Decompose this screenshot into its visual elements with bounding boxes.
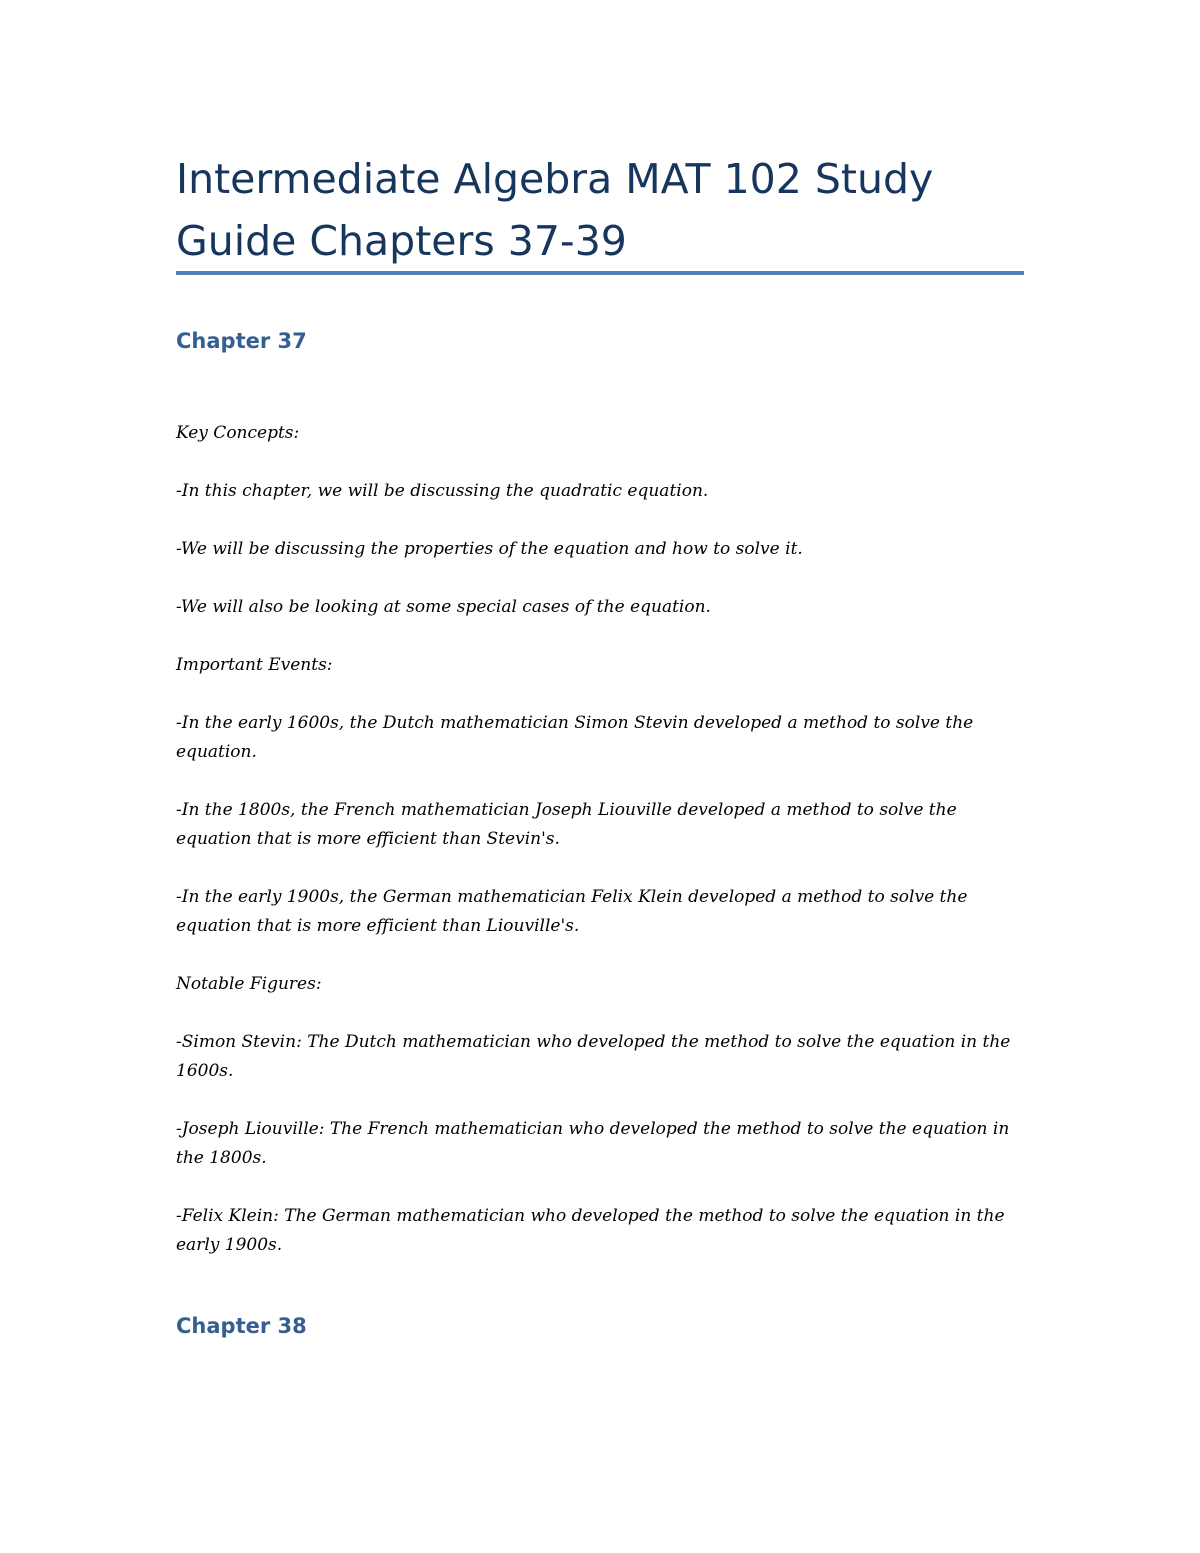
document-title: Intermediate Algebra MAT 102 Study Guide Chapters 37-39 bbox=[176, 155, 934, 265]
paragraph: -Joseph Liouville: The French mathematician who developed the method to solve the equation in the 1800s. bbox=[176, 1119, 1010, 1168]
paragraph: -We will also be looking at some special cases of the equation. bbox=[176, 597, 711, 617]
paragraph: -In this chapter, we will be discussing the quadratic equation. bbox=[176, 481, 709, 501]
title-underline bbox=[176, 271, 1024, 275]
chapter-38-heading: Chapter 38 bbox=[176, 1314, 307, 1338]
section-label-notable-figures: Notable Figures: bbox=[176, 974, 322, 994]
paragraph: -In the early 1600s, the Dutch mathematician Simon Stevin developed a method to solve the equation. bbox=[176, 713, 974, 762]
section-label-key-concepts: Key Concepts: bbox=[176, 423, 300, 443]
paragraph: -We will be discussing the properties of the equation and how to solve it. bbox=[176, 539, 803, 559]
paragraph: -Felix Klein: The German mathematician who developed the method to solve the equation in the early 1900s. bbox=[176, 1206, 1005, 1255]
paragraph: -In the early 1900s, the German mathematician Felix Klein developed a method to solve the equation that is more efficient than Liouville's. bbox=[176, 887, 968, 936]
paragraph: -Simon Stevin: The Dutch mathematician who developed the method to solve the equation in the 1600s. bbox=[176, 1032, 1011, 1081]
paragraph: -In the 1800s, the French mathematician Joseph Liouville developed a method to solve the equation that is more efficient than Stevin's. bbox=[176, 800, 957, 849]
chapter-37-heading: Chapter 37 bbox=[176, 329, 307, 353]
section-label-important-events: Important Events: bbox=[176, 655, 333, 675]
